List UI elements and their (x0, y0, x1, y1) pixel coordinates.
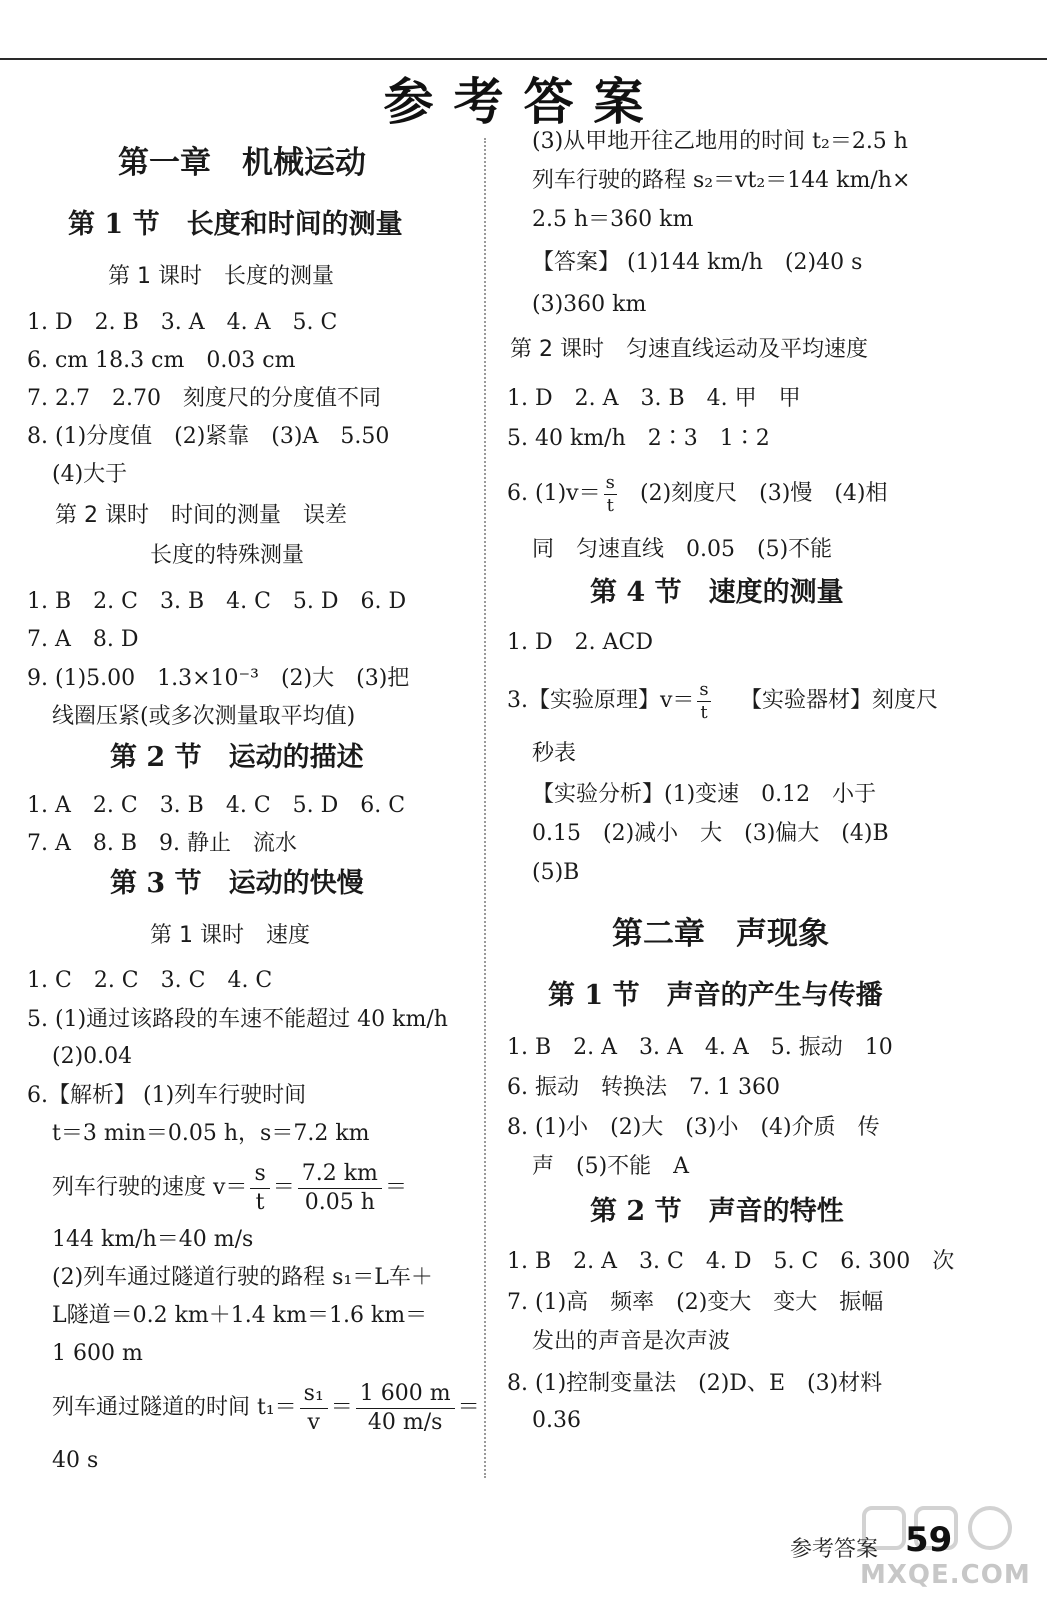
answer-line: 线圈压紧(或多次测量取平均值) (52, 704, 356, 729)
answer-line: (2)0.04 (52, 1044, 133, 1069)
answer-line: 8. (1)控制变量法 (2)D、E (3)材料 (507, 1371, 883, 1396)
fraction-numerator: s (250, 1160, 269, 1189)
answer-line: 1. A 2. C 3. B 4. C 5. D 6. C (27, 793, 406, 818)
fraction-numerator: s (699, 678, 709, 700)
lesson-heading: 第 2 课时 匀速直线运动及平均速度 (510, 337, 868, 362)
lesson-heading: 长度的特殊测量 (150, 543, 305, 568)
formula-line (507, 673, 714, 729)
answer-line: 9. (1)5.00 1.3×10⁻³ (2)大 (3)把 (27, 666, 410, 691)
answer-line: 8. (1)分度值 (2)紧靠 (3)A 5.50 (27, 424, 390, 449)
fraction-denominator: 40 m/s (367, 1409, 443, 1435)
answer-line: 1. C 2. C 3. C 4. C (27, 968, 273, 993)
equals-sign: ＝ (457, 1395, 480, 1420)
answer-line: 1. B 2. A 3. A 4. A 5. 振动 10 (507, 1035, 893, 1060)
answer-line: 144 km/h＝40 m/s (52, 1227, 254, 1252)
answer-line: (5)B (532, 860, 580, 885)
section-heading: 第 2 节 运动的描述 (110, 742, 364, 773)
answer-line: 0.36 (532, 1408, 581, 1433)
answer-line: (3)从甲地开往乙地用的时间 t₂＝2.5 h (532, 129, 908, 154)
answer-line: 6. 振动 转换法 7. 1 360 (507, 1075, 780, 1100)
formula-line (507, 466, 620, 522)
answer-line: 列车行驶的路程 s₂＝vt₂＝144 km/h× (532, 168, 911, 193)
section-heading: 第 4 节 速度的测量 (590, 577, 844, 608)
page-number: 59 (905, 1520, 953, 1560)
answer-line: 同 匀速直线 0.05 (5)不能 (532, 537, 833, 562)
fraction-denominator: v (307, 1409, 320, 1435)
answer-line: 【实验分析】(1)变速 0.12 小于 (532, 782, 877, 807)
fraction (697, 679, 710, 724)
answer-line: 声 (5)不能 A (532, 1154, 690, 1179)
answer-line: (2)列车通过隧道行驶的路程 s₁＝L车＋ (52, 1265, 433, 1290)
answer-line: 6. cm 18.3 cm 0.03 cm (27, 348, 296, 373)
answer-line: t＝3 min＝0.05 h，s＝7.2 km (52, 1121, 370, 1146)
section-heading: 第 1 节 声音的产生与传播 (548, 980, 883, 1011)
formula-text: 6. (1)v＝ (507, 481, 601, 506)
equals-sign: ＝ (330, 1395, 353, 1420)
formula-text: 3.【实验原理】v＝ (507, 688, 695, 713)
answer-line: 2.5 h＝360 km (532, 207, 694, 232)
formula-text: 列车行驶的速度 v＝ (52, 1175, 248, 1200)
formula-line (52, 1158, 407, 1218)
answer-line: 5. (1)通过该路段的车速不能超过 40 km/h (27, 1007, 448, 1032)
answer-line: 5. 40 km/h 2∶3 1∶2 (507, 426, 770, 451)
lesson-heading: 第 2 课时 时间的测量 误差 (55, 503, 347, 528)
fraction (298, 1160, 382, 1217)
answer-line: 1. D 2. ACD (507, 630, 653, 655)
watermark-text: MXQE.COM (860, 1560, 1031, 1590)
answer-line: 7. 2.7 2.70 刻度尺的分度值不同 (27, 386, 381, 411)
answer-line: 0.15 (2)减小 大 (3)偏大 (4)B (532, 821, 889, 846)
answer-line: 7. A 8. D (27, 627, 139, 652)
fraction-denominator: t (255, 1189, 265, 1215)
answer-line: 6.【解析】 (1)列车行驶时间 (27, 1083, 307, 1108)
fraction (250, 1160, 269, 1217)
formula-text: 列车通过隧道的时间 t₁＝ (52, 1395, 297, 1420)
answer-line: 1. D 2. B 3. A 4. A 5. C (27, 310, 338, 335)
equals-sign: ＝ (272, 1175, 295, 1200)
answer-line: (2)刻度尺 (3)慢 (4)相 (640, 481, 888, 506)
page-title: 参考答案 (383, 73, 664, 131)
answer-line: 【实验器材】刻度尺 (740, 688, 939, 713)
fraction-numerator: 7.2 km (298, 1160, 382, 1189)
section-heading: 第 1 节 长度和时间的测量 (68, 209, 403, 240)
fraction-numerator: 1 600 m (356, 1380, 455, 1409)
answer-line: 【答案】 (1)144 km/h (2)40 s (532, 250, 863, 275)
fraction (300, 1380, 328, 1437)
fraction-numerator: s₁ (300, 1380, 328, 1409)
answer-line: 1. D 2. A 3. B 4. 甲 甲 (507, 386, 801, 411)
answer-line: 发出的声音是次声波 (532, 1329, 731, 1354)
formula-line (52, 1378, 480, 1438)
footer-label: 参考答案 (790, 1537, 879, 1562)
chapter-heading: 第二章 声现象 (612, 916, 829, 952)
answer-line: 秒表 (532, 741, 577, 766)
top-rule (0, 58, 1047, 60)
fraction-denominator: 0.05 h (304, 1189, 375, 1215)
answer-line: 1. B 2. C 3. B 4. C 5. D 6. D (27, 589, 407, 614)
lesson-heading: 第 1 课时 长度的测量 (108, 264, 334, 289)
fraction (356, 1380, 455, 1437)
fraction-denominator: t (606, 494, 614, 516)
lesson-heading: 第 1 课时 速度 (150, 923, 310, 948)
section-heading: 第 3 节 运动的快慢 (110, 868, 364, 899)
section-heading: 第 2 节 声音的特性 (590, 1196, 844, 1227)
answer-line: (4)大于 (52, 462, 128, 487)
column-divider (484, 138, 486, 1478)
answer-line: (3)360 km (532, 292, 647, 317)
answer-line: 8. (1)小 (2)大 (3)小 (4)介质 传 (507, 1115, 880, 1140)
answer-line: 1. B 2. A 3. C 4. D 5. C 6. 300 次 (507, 1249, 955, 1274)
fraction-denominator: t (700, 701, 708, 723)
fraction (604, 472, 617, 517)
answer-line: 7. (1)高 频率 (2)变大 变大 振幅 (507, 1290, 884, 1315)
chapter-heading: 第一章 机械运动 (118, 145, 366, 181)
answer-line: 7. A 8. B 9. 静止 流水 (27, 831, 298, 856)
answer-line: 1 600 m (52, 1341, 143, 1366)
equals-sign: ＝ (384, 1175, 407, 1200)
fraction-numerator: s (605, 471, 615, 493)
answer-line: L隧道＝0.2 km＋1.4 km＝1.6 km＝ (52, 1303, 428, 1328)
answer-line: 40 s (52, 1448, 99, 1473)
